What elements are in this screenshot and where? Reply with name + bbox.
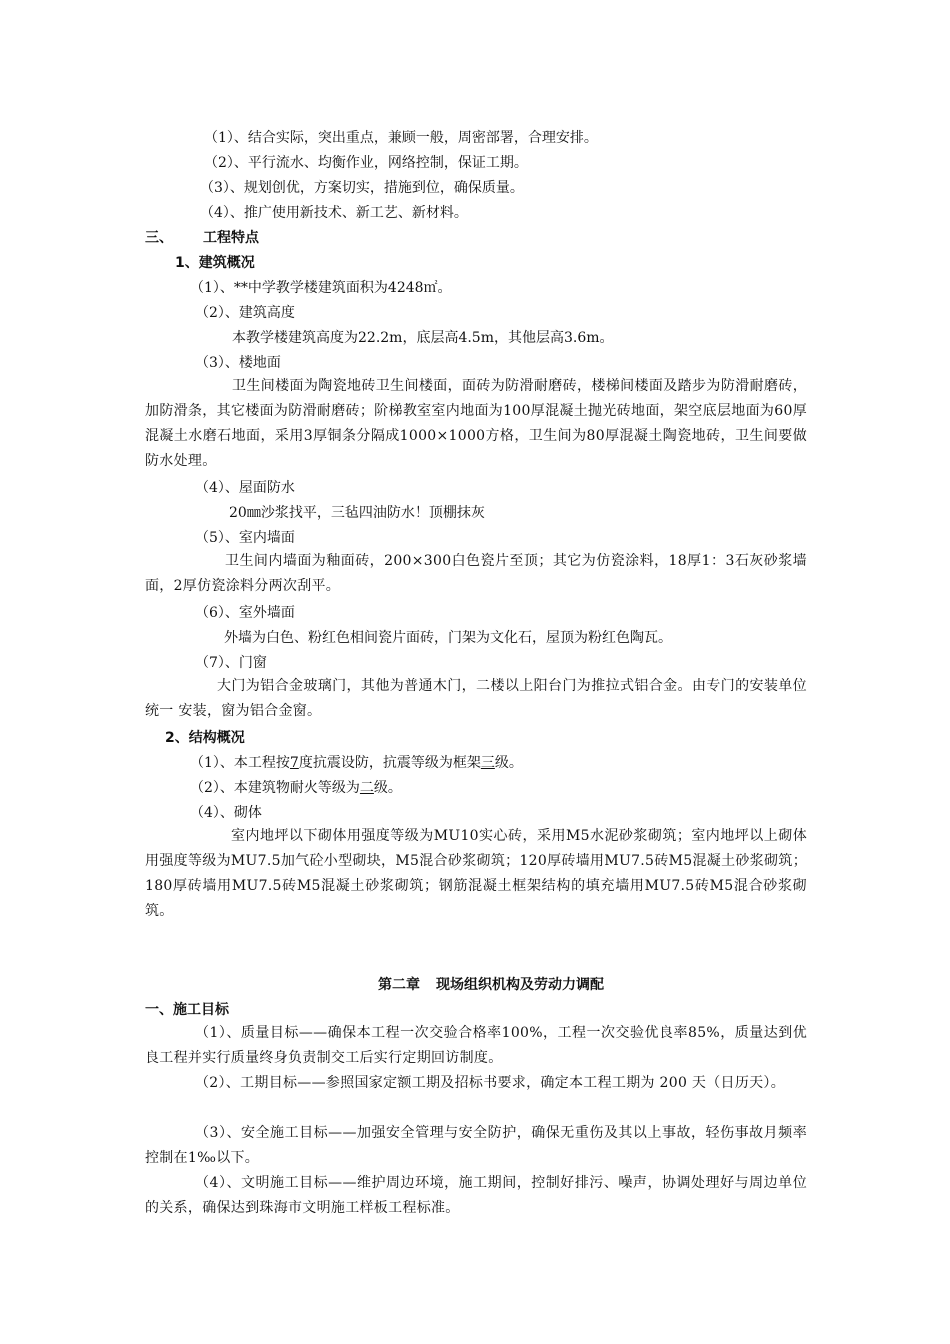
principle-3: （3）、规划创优，方案切实，措施到位，确保质量。 — [200, 180, 524, 196]
seismic-text-b: 度抗震设防，抗震等级为框架 — [298, 755, 481, 771]
fire-text-c: 级。 — [373, 780, 402, 796]
masonry-text: 室内地坪以下砌体用强度等级为MU10实心砖，采用M5水泥砂浆砌筑；室内地坪以上砌体用强度等级为MU7.5加气砼小型砌块，M5混合砂浆砌筑；120厚砖墙用MU7.5砖M5混凝土砂浆砌筑；180厚砖墙用MU7.5砖M5混凝土砂浆砌筑；钢筋混凝土框架结构的填充墙用MU7.5砖M5混合砂浆砌筑。 — [145, 828, 807, 919]
schedule-goal: （2）、工期目标——参照国家定额工期及招标书要求，确定本工程工期为 200 天（日历天）。 — [195, 1075, 786, 1091]
civil-goal: （4）、文明施工目标——维护周边环境，施工期间，控制好排污、噪声，协调处理好与周边单位的关系，确保达到珠海市文明施工样板工程标准。 — [145, 1175, 807, 1216]
inner-wall-text: 卫生间内墙面为釉面砖，200×300白色瓷片至顶；其它为仿瓷涂料，18厚1：3石灰砂浆墙面，2厚仿瓷涂料分两次刮平。 — [145, 553, 807, 594]
height-label: （2）、建筑高度 — [195, 305, 295, 321]
inner-wall-label: （5）、室内墙面 — [195, 530, 295, 546]
seismic-text-a: （1）、本工程按 — [190, 755, 290, 771]
seismic-text-c: 级。 — [494, 755, 523, 771]
floor-label: （3）、楼地面 — [195, 355, 281, 371]
chapter-title — [378, 976, 604, 994]
floor-text: 卫生间楼面为陶瓷地砖卫生间楼面，面砖为防滑耐磨砖，楼梯间楼面及踏步为防滑耐磨砖，加防滑条，其它楼面为防滑耐磨砖；阶梯教室室内地面为100厚混凝土抛光砖地面，架空底层地面为60厚混凝土水磨石地面，采用3厚铜条分隔成1000×1000方格，卫生间为80厚混凝土陶瓷地砖，卫生间要做防水处理。 — [145, 378, 807, 469]
roof-text: 20㎜沙浆找平，三毡四油防水！顶棚抹灰 — [229, 505, 485, 521]
safety-goal: （3）、安全施工目标——加强安全管理与安全防护，确保无重伤及其以上事故，轻伤事故月频率控制在1‰以下。 — [145, 1125, 807, 1166]
principle-4: （4）、推广使用新技术、新工艺、新材料。 — [200, 205, 468, 221]
masonry-label: （4）、砌体 — [190, 805, 262, 821]
building-area: （1）、**中学教学楼建筑面积为4248㎡。 — [190, 280, 452, 296]
fire-grade: 二 — [359, 780, 374, 796]
seismic-grade: 三 — [480, 755, 495, 771]
door-window-text: 大门为铝合金玻璃门，其他为普通木门，二楼以上阳台门为推拉式铝合金。由专门的安装单位统一 安装，窗为铝合金窗。 — [145, 678, 807, 719]
principle-1: （1）、结合实际，突出重点，兼顾一般，周密部署，合理安排。 — [204, 130, 598, 146]
outer-wall-text: 外墙为白色、粉红色相间瓷片面砖，门架为文化石，屋顶为粉红色陶瓦。 — [224, 630, 672, 646]
chapter-name: 现场组织机构及劳动力调配 — [436, 977, 604, 993]
seismic-line — [190, 754, 523, 772]
roof-label: （4）、屋面防水 — [195, 480, 295, 496]
chapter-number: 第二章 — [378, 977, 420, 993]
fire-text-a: （2）、本建筑物耐火等级为 — [190, 780, 360, 796]
principle-2: （2）、平行流水、均衡作业，网络控制，保证工期。 — [204, 155, 528, 171]
height-text: 本教学楼建筑高度为22.2m，底层高4.5m，其他层高3.6m。 — [232, 330, 614, 346]
quality-goal: （1）、质量目标——确保本工程一次交验合格率100%，工程一次交验优良率85%，质量达到优良工程并实行质量终身负责制交工后实行定期回访制度。 — [145, 1025, 807, 1066]
fire-line — [190, 779, 402, 797]
outer-wall-label: （6）、室外墙面 — [195, 605, 295, 621]
goals-heading: 一、施工目标 — [145, 1002, 229, 1018]
door-window-label: （7）、门窗 — [195, 655, 267, 671]
seismic-degree: 7 — [289, 755, 299, 771]
section-heading — [145, 229, 259, 247]
section-number: 三、 — [145, 230, 173, 246]
section-title: 工程特点 — [203, 230, 259, 246]
structure-heading: 2、结构概况 — [165, 730, 245, 746]
building-heading: 1、建筑概况 — [175, 255, 255, 271]
